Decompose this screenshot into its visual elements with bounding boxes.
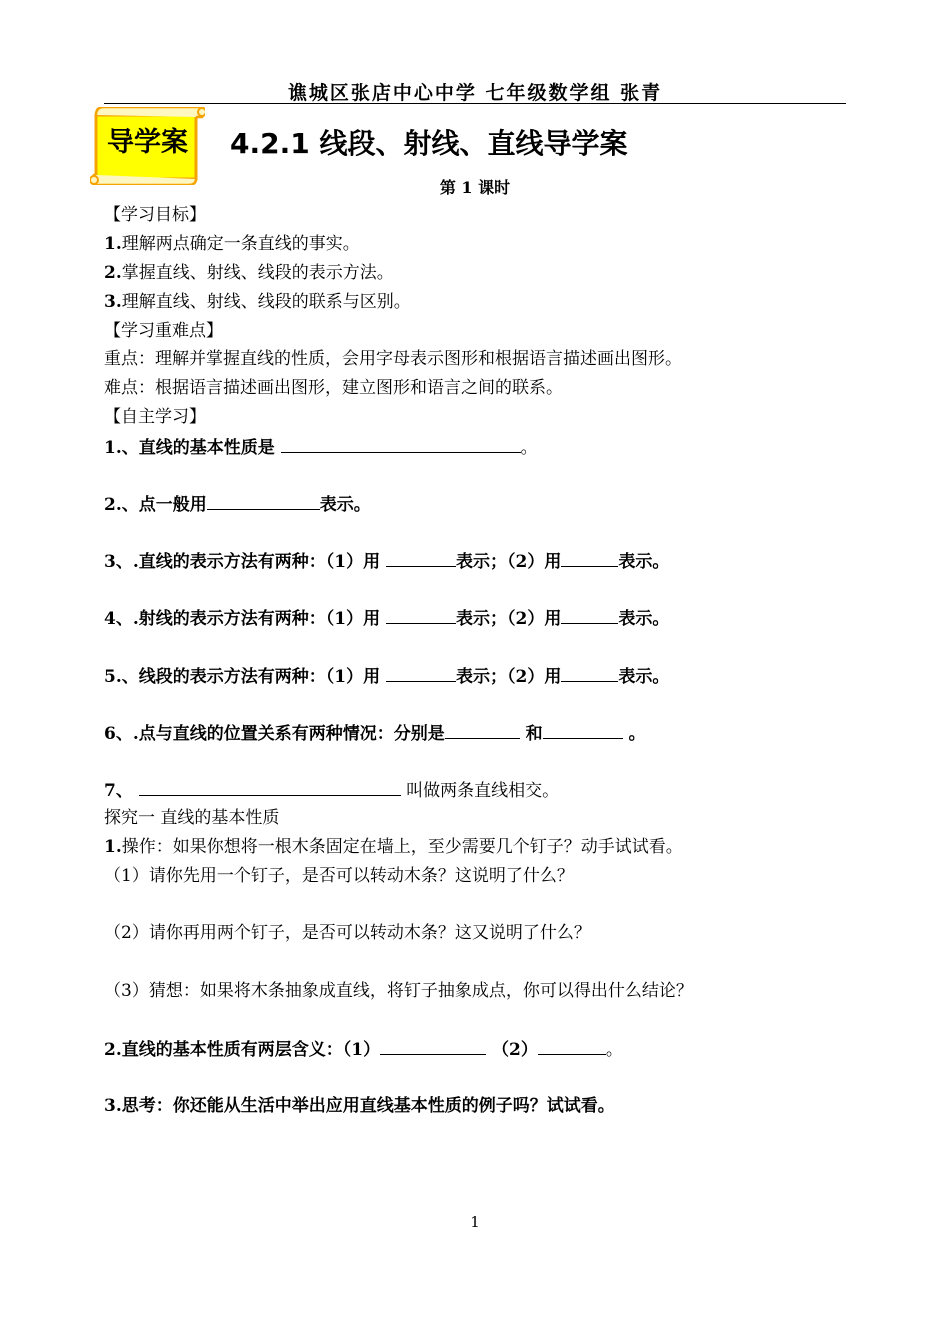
focus-point: 重点：理解并掌握直线的性质，会用字母表示图形和根据语言描述画出图形。: [104, 349, 682, 369]
key-points-heading: 【学习重难点】: [104, 321, 223, 341]
objective-item: 1.理解两点确定一条直线的事实。: [104, 234, 360, 254]
answer-blank[interactable]: [207, 492, 320, 510]
difficulty-point: 难点：根据语言描述画出图形，建立图形和语言之间的联系。: [104, 378, 563, 398]
objective-item: 2.掌握直线、射线、线段的表示方法。: [104, 263, 394, 283]
objective-item: 3.理解直线、射线、线段的联系与区别。: [104, 292, 411, 312]
header-rule: [104, 103, 846, 104]
answer-blank[interactable]: [561, 664, 618, 682]
explore-question-2: 2.直线的基本性质有两层含义：（1） （2） 。: [104, 1037, 623, 1061]
objectives-heading: 【学习目标】: [104, 205, 206, 225]
question-4: 4、.射线的表示方法有两种：（1）用 表示；（2）用 表示。: [104, 606, 669, 630]
page-title: 4.2.1 线段、射线、直线导学案: [230, 127, 628, 160]
answer-blank[interactable]: [380, 1037, 486, 1055]
answer-blank[interactable]: [561, 549, 618, 567]
question-6: 6、.点与直线的位置关系有两种情况：分别是 和 。: [104, 721, 646, 745]
question-5: 5.、线段的表示方法有两种：（1）用 表示；（2）用 表示。: [104, 664, 669, 688]
explore-operation: 1.操作：如果你想将一根木条固定在墙上，至少需要几个钉子？动手试试看。: [104, 837, 683, 857]
answer-blank[interactable]: [543, 721, 623, 739]
answer-blank[interactable]: [281, 435, 521, 453]
question-2: 2.、点一般用 表示。: [104, 492, 371, 516]
explore-sub-question: （1）请你先用一个钉子，是否可以转动木条？这说明了什么？: [104, 866, 574, 886]
self-study-heading: 【自主学习】: [104, 407, 206, 427]
document-header: 谯城区张店中心中学 七年级数学组 张青: [287, 82, 663, 104]
explore-sub-question: （3）猜想：如果将木条抽象成直线，将钉子抽象成点，你可以得出什么结论？: [104, 981, 693, 1001]
answer-blank[interactable]: [386, 549, 456, 567]
answer-blank[interactable]: [386, 664, 456, 682]
badge-label: 导学案: [107, 127, 188, 158]
answer-blank[interactable]: [386, 606, 456, 624]
answer-blank[interactable]: [139, 778, 401, 796]
explore-question-3: 3.思考：你还能从生活中举出应用直线基本性质的例子吗？试试看。: [104, 1096, 615, 1116]
answer-blank[interactable]: [445, 721, 520, 739]
explore-heading: 探究一 直线的基本性质: [104, 808, 280, 828]
question-1: 1.、直线的基本性质是 。: [104, 435, 538, 459]
lesson-subtitle: 第 1 课时: [439, 178, 511, 197]
question-3: 3、.直线的表示方法有两种：（1）用 表示；（2）用 表示。: [104, 549, 669, 573]
explore-sub-question: （2）请你再用两个钉子，是否可以转动木条？这又说明了什么？: [104, 923, 591, 943]
answer-blank[interactable]: [538, 1037, 606, 1055]
answer-blank[interactable]: [561, 606, 618, 624]
page-number: 1: [470, 1213, 480, 1231]
question-7: 7、 叫做两条直线相交。: [104, 778, 559, 802]
